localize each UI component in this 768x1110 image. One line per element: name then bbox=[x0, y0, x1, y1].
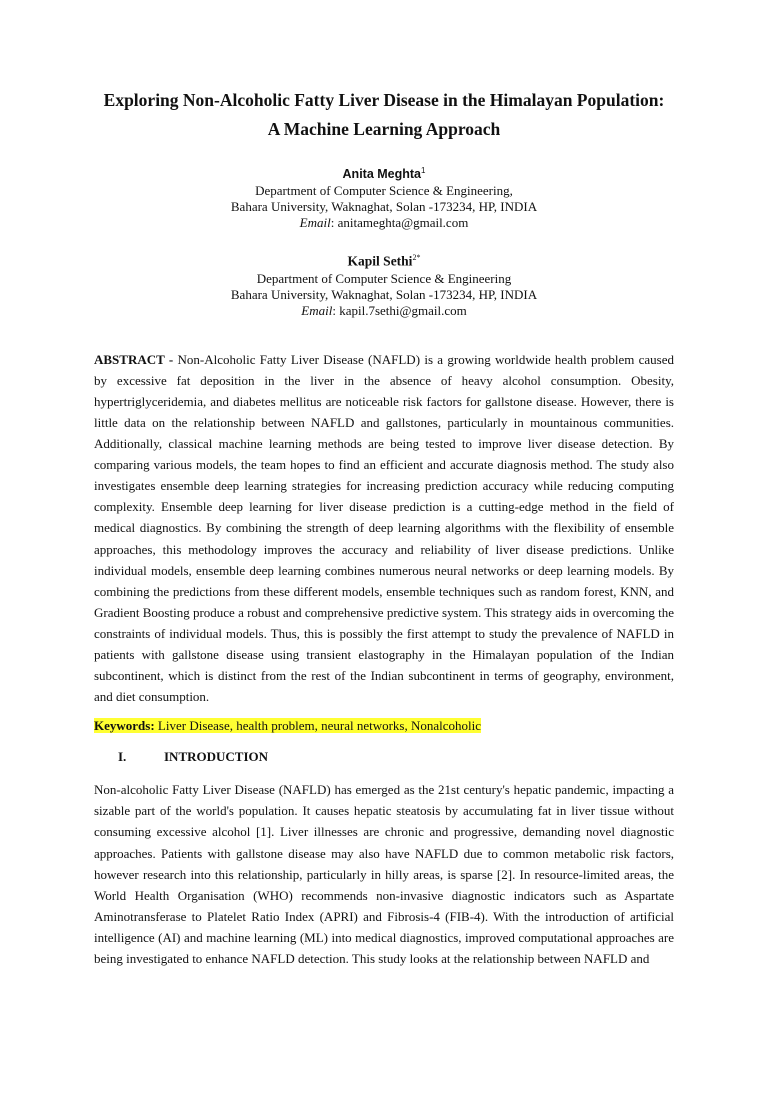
paper-title-line-1: Exploring Non-Alcoholic Fatty Liver Disease in the Himalayan Population: bbox=[103, 90, 665, 110]
section-title: INTRODUCTION bbox=[164, 749, 269, 765]
paper-title-line-2: A Machine Learning Approach bbox=[267, 119, 501, 139]
paper-title bbox=[94, 86, 674, 144]
author-affiliation: Bahara University, Waknaghat, Solan -173234, HP, INDIA bbox=[230, 286, 538, 302]
author-name: Anita Meghta$^1$ bbox=[342, 166, 426, 182]
abstract-label: ABSTRACT - bbox=[94, 351, 174, 367]
abstract bbox=[94, 349, 674, 708]
section-heading-introduction bbox=[94, 746, 674, 767]
abstract-text: Non-Alcoholic Fatty Liver Disease (NAFLD) is a growing worldwide health problem caused by excessive fat deposition in the liver in the absence of heavy alcohol consumption. Obesity, hypertriglyceridemia, and diabetes mellitus are noticeable risk factors for gallstone disease. However, there is little data on the relationship between NAFLD and gallstones, particularly in mountainous communities. Additionally, classical machine learning methods are being tested to improve liver disease detection. By comparing various models, the team hopes to find an efficient and accurate diagnosis method. The study also investigates ensemble deep learning strategies for increasing prediction accuracy while reducing computing complexity. Ensemble deep learning for liver disease prediction is a cutting-edge method in the field of medical diagnostics. By combining the strength of deep learning algorithms with the flexibility of ensemble approaches, this methodology improves the accuracy and reliability of liver disease predictions. Unlike individual models, ensemble deep learning combines numerous neural networks or deep learning models. By combining the predictions from these different models, ensemble techniques such as random forest, KNN, and Gradient Boosting produce a robust and comprehensive predictive system. This strategy aids in overcoming the constraints of individual models. Thus, this is possibly the first attempt to study the prevalence of NAFLD in patients with gallstone disease using transient elastography in the Himalayan population of the Indian subcontinent, which is distinct from the rest of the Indian subcontinent in terms of geography, environment, and diet consumption. bbox=[94, 351, 674, 705]
keywords-label: Keywords: bbox=[94, 718, 155, 734]
author-email: Email: anitameghta@gmail.com bbox=[299, 215, 469, 231]
author-block-2 bbox=[94, 249, 674, 319]
keywords bbox=[94, 715, 674, 736]
paper-page bbox=[0, 86, 768, 1110]
author-email: Email: kapil.7sethi@gmail.com bbox=[301, 302, 467, 318]
author-affiliation: Bahara University, Waknaghat, Solan -173234, HP, INDIA bbox=[230, 199, 538, 215]
author-name: Kapil Sethi$^{2*}$ bbox=[347, 253, 421, 269]
author-department: Department of Computer Science & Engineering, bbox=[255, 183, 513, 199]
author-block-1 bbox=[94, 162, 674, 231]
author-department: Department of Computer Science & Engineering bbox=[256, 270, 512, 286]
introduction-paragraph: Non-alcoholic Fatty Liver Disease (NAFLD) has emerged as the 21st century's hepatic pandemic, impacting a sizable part of the world's population. It causes hepatic steatosis by accumulating fat in liver tissue without consuming excessive alcohol [1]. Liver illnesses are chronic and progressive, demanding novel diagnostic approaches. Patients with gallstone disease may also have NAFLD due to common metabolic risk factors, however research into this relationship, particularly in hilly areas, is sparse [2]. In resource-limited areas, the World Health Organisation (WHO) recommends non-invasive diagnostic indicators such as Aspartate Aminotransferase to Platelet Ratio Index (APRI) and Fibrosis-4 (FIB-4). With the introduction of artificial intelligence (AI) and machine learning (ML) into medical diagnostics, improved computational approaches are being investigated to enhance NAFLD detection. This study looks at the relationship between NAFLD and bbox=[94, 782, 674, 966]
keywords-text: Liver Disease, health problem, neural networks, Nonalcoholic bbox=[154, 718, 482, 734]
section-number: I. bbox=[118, 749, 127, 765]
